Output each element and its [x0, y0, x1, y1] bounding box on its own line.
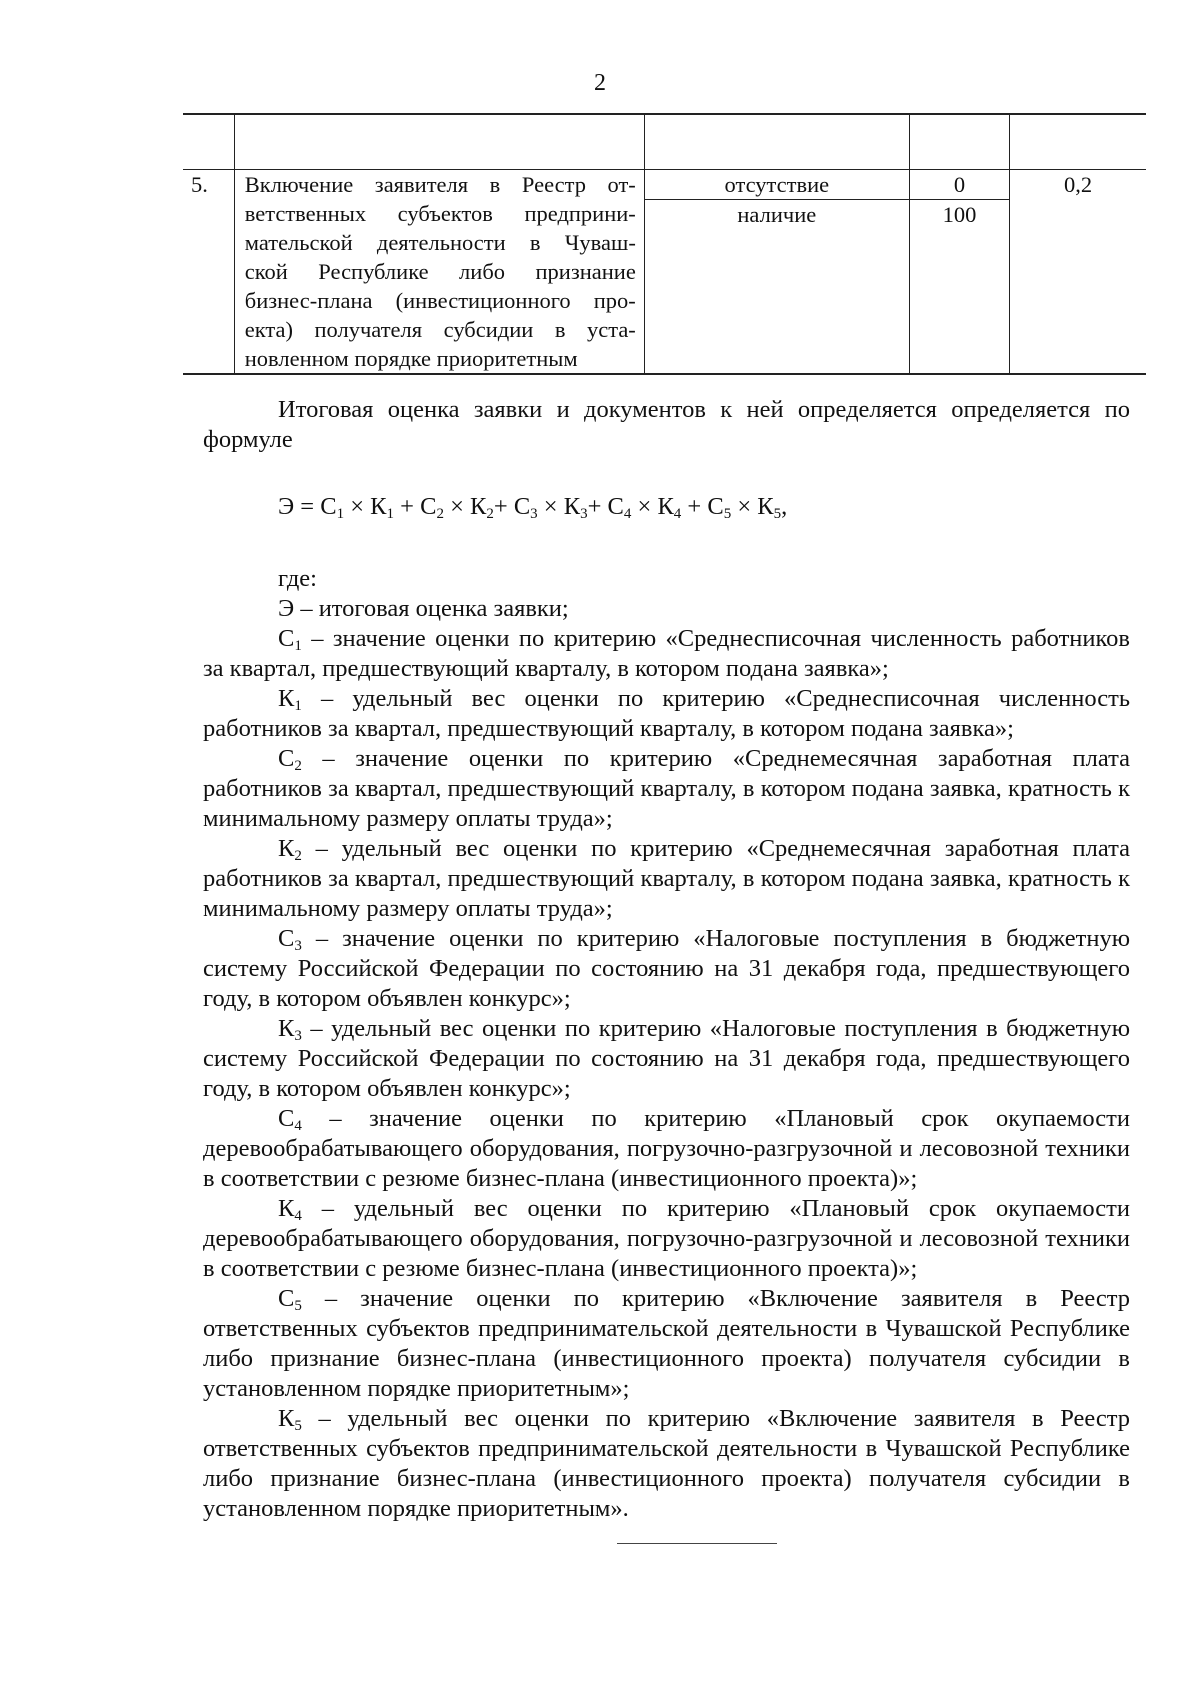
formula-term: $С_5 \times К_5$ [707, 493, 782, 522]
definition: $К_5$ – удельный вес оценки по критерию «Включение заявителя в Реестр ответственных субъектов предпринимательской деятельности в Чувашской Республике либо признание бизнес-плана (инвестиционного проекта) получателя субсидии в установленном порядке приоритетным». [203, 1405, 1130, 1522]
body-text [203, 395, 1130, 1524]
formula-lhs: Э = [278, 493, 315, 520]
definition: Э – итоговая оценка заявки; [278, 595, 569, 622]
formula-term: $С_2 \times К_2$ [420, 493, 494, 522]
definition: $К_1$ – удельный вес оценки по критерию «Среднесписочная численность работников за квартал, предшествующий кварталу, в котором подана заявка»; [203, 685, 1130, 742]
criterion-line: бизнес-плана (инвестиционного про- [244, 288, 636, 313]
header-cell [644, 114, 909, 170]
row-number: 5. [183, 170, 234, 375]
table-row [183, 170, 1146, 375]
criterion-line: новленном порядке приоритетным [244, 346, 578, 371]
definition: $К_2$ – удельный вес оценки по критерию «Среднемесячная заработная плата работников за квартал, предшествующий кварталу, в котором подана заявка, кратность к минимальному размеру оплаты труда»; [203, 835, 1130, 922]
criterion-line: Включение заявителя в Реестр от- [244, 172, 636, 197]
table-header-row [183, 114, 1146, 170]
option-points: 100 [942, 202, 977, 227]
points-cell [909, 170, 1009, 375]
formula-tail: , [781, 493, 788, 520]
where-label: где: [278, 565, 317, 592]
criterion-line: ской Республике либо признание [244, 259, 636, 284]
option-points: 0 [910, 170, 1009, 200]
criterion-line: мательской деятельности в Чуваш- [244, 230, 636, 255]
options-cell [644, 170, 909, 375]
criterion-line: ветственных субъектов предприни- [244, 201, 636, 226]
definition: $С_1$ – значение оценки по критерию «Среднесписочная численность работников за квартал, предшествующий кварталу, в котором подана заявка»; [203, 625, 1130, 682]
definition: $С_5$ – значение оценки по критерию «Включение заявителя в Реестр ответственных субъектов предпринимательской деятельности в Чувашской Республике либо признание бизнес-плана (инвестиционного проекта) получателя субсидии в установленном порядке приоритетным»; [203, 1285, 1130, 1402]
end-divider [617, 1543, 777, 1544]
definition: $К_4$ – удельный вес оценки по критерию «Плановый срок окупаемости деревообрабатывающего оборудования, погрузочно-разгрузочной и лесовозной техники в соответствии с резюме бизнес-плана (инвестиционного проекта)»; [203, 1195, 1130, 1282]
header-cell [1010, 114, 1146, 170]
option-label: отсутствие [645, 170, 909, 200]
definition: $С_4$ – значение оценки по критерию «Плановый срок окупаемости деревообрабатывающего оборудования, погрузочно-разгрузочной и лесовозной техники в соответствии с резюме бизнес-плана (инвестиционного проекта)»; [203, 1105, 1130, 1192]
criteria-table [183, 113, 1146, 375]
definition: $К_3$ – удельный вес оценки по критерию «Налоговые поступления в бюджетную систему Российской Федерации по состоянию на 31 декабря года, предшествующего году, в котором объявлен конкурс»; [203, 1015, 1130, 1102]
criterion-text [234, 170, 644, 375]
formula: $Э = С_1 \times К_1 + С_2 \times К_2+ С_3 \times К_3+ С_4 \times К_4 + С_5 \times К_5$, [278, 493, 788, 522]
weight-cell: 0,2 [1010, 170, 1146, 375]
formula-term: $С_4 \times К_4$ [607, 493, 682, 522]
header-cell [909, 114, 1009, 170]
formula-term: $С_1 \times К_1$ [320, 493, 395, 522]
formula-term: $С_3 \times К_3$ [513, 493, 588, 522]
header-cell [234, 114, 644, 170]
definition: $С_2$ – значение оценки по критерию «Среднемесячная заработная плата работников за квартал, предшествующий кварталу, в котором подана заявка, кратность к минимальному размеру оплаты труда»; [203, 745, 1130, 832]
intro-paragraph: Итоговая оценка заявки и документов к ней определяется определяется по формуле [203, 396, 1130, 453]
option-label: наличие [737, 202, 817, 227]
criterion-line: екта) получателя субсидии в уста- [244, 317, 636, 342]
header-cell [183, 114, 234, 170]
definition: $С_3$ – значение оценки по критерию «Налоговые поступления в бюджетную систему Российской Федерации по состоянию на 31 декабря года, предшествующего году, в котором объявлен конкурс»; [203, 925, 1130, 1012]
page-number: 2 [594, 70, 606, 96]
